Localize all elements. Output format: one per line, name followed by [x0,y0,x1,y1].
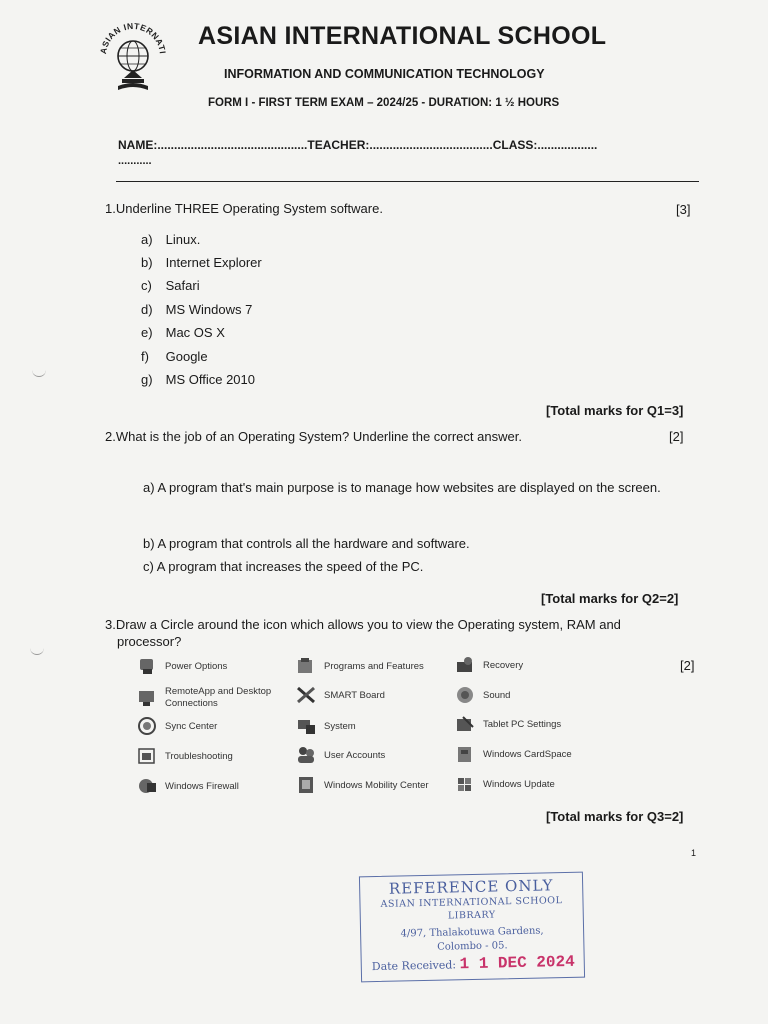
stamp-school: ASIAN INTERNATIONAL SCHOOL [380,895,563,910]
question-3-marks: [2] [680,658,695,673]
mobility-center-item: Windows Mobility Center [296,776,429,794]
subject-title: INFORMATION AND COMMUNICATION TECHNOLOGY [224,67,545,81]
windows-update-item: Windows Update [455,775,555,793]
tablet-pc-item: Tablet PC Settings [455,715,561,733]
sound-item: Sound [455,686,510,704]
recovery-item: Recovery [455,656,523,674]
library-stamp [359,872,585,983]
question-3-continued: processor? [117,634,182,649]
q1-option: d) MS Windows 7 [141,302,253,317]
scan-artifact [32,368,46,377]
q1-total-marks: [Total marks for Q1=3] [546,403,684,418]
q1-option: e) Mac OS X [141,325,225,340]
power-options-item: Power Options [137,657,227,675]
stamp-address: 4/97, Thalakotuwa Gardens, [400,925,544,940]
firewall-item: Windows Firewall [137,777,239,795]
programs-features-icon [296,657,316,675]
q2-total-marks: [Total marks for Q2=2] [541,591,679,606]
firewall-icon [137,777,157,795]
troubleshooting-item: Troubleshooting [137,747,233,765]
smart-board-icon [296,686,316,704]
question-3: 3.Draw a Circle around the icon which allows you to view the Operating system, RAM and [105,617,621,632]
mobility-center-icon [296,776,316,794]
sound-icon [455,686,475,704]
q2-answer-a: a) A program that's main purpose is to manage how websites are displayed on the screen. [143,480,661,495]
q1-option: c) Safari [141,278,200,293]
q1-option: b) Internet Explorer [141,255,262,270]
q3-total-marks: [Total marks for Q3=2] [546,809,684,824]
stamp-date-row [372,952,594,975]
stamp-library: LIBRARY [447,909,496,922]
sync-center-item: Sync Center [137,717,217,735]
stamp-date-label: Date Received: [371,958,457,974]
page-number: 1 [691,848,697,858]
programs-features-item: Programs and Features [296,657,424,675]
school-logo [96,16,170,96]
cardspace-item: Windows CardSpace [455,745,572,763]
school-name: ASIAN INTERNATIONAL SCHOOL [198,22,607,50]
remoteapp-icon [137,689,157,707]
remoteapp-item: RemoteApp and Desktop Connections [137,686,271,710]
student-info-line: NAME:.............................................TEACHER:.....................................CLASS:.................. [118,138,598,152]
scan-artifact [30,646,44,655]
question-2: 2.What is the job of an Operating System? Underline the correct answer. [105,429,522,444]
tablet-pc-icon [455,715,475,733]
smart-board-item: SMART Board [296,686,385,704]
power-options-icon [137,657,157,675]
user-accounts-icon [296,746,316,764]
question-1: 1.Underline THREE Operating System software. [105,201,383,216]
q1-option: g) MS Office 2010 [141,372,255,387]
exam-details: FORM I - FIRST TERM EXAM – 2024/25 - DURATION: 1 ½ HOURS [208,97,560,109]
q1-option: a) Linux. [141,232,201,247]
header-divider [116,181,699,182]
student-info-line-continued: ........... [118,155,152,167]
system-item: System [296,717,356,735]
q2-answer-c: c) A program that increases the speed of the PC. [143,559,424,574]
stamp-title: REFERENCE ONLY [388,876,554,898]
system-icon [296,717,316,735]
user-accounts-item: User Accounts [296,746,385,764]
cardspace-icon [455,745,475,763]
question-1-marks: [3] [676,202,691,217]
sync-center-icon [137,717,157,735]
troubleshooting-icon [137,747,157,765]
recovery-icon [455,656,475,674]
q1-option: f) Google [141,349,208,364]
stamp-date-value: 1 1 DEC 2024 [459,952,575,974]
svg-text:ASIAN INTERNATIONAL SCHOOL: ASIAN INTERNATI [97,20,168,55]
windows-update-icon [455,775,475,793]
q2-answer-b: b) A program that controls all the hardware and software. [143,536,470,551]
stamp-city: Colombo - 05. [437,940,508,953]
question-2-marks: [2] [669,429,684,444]
